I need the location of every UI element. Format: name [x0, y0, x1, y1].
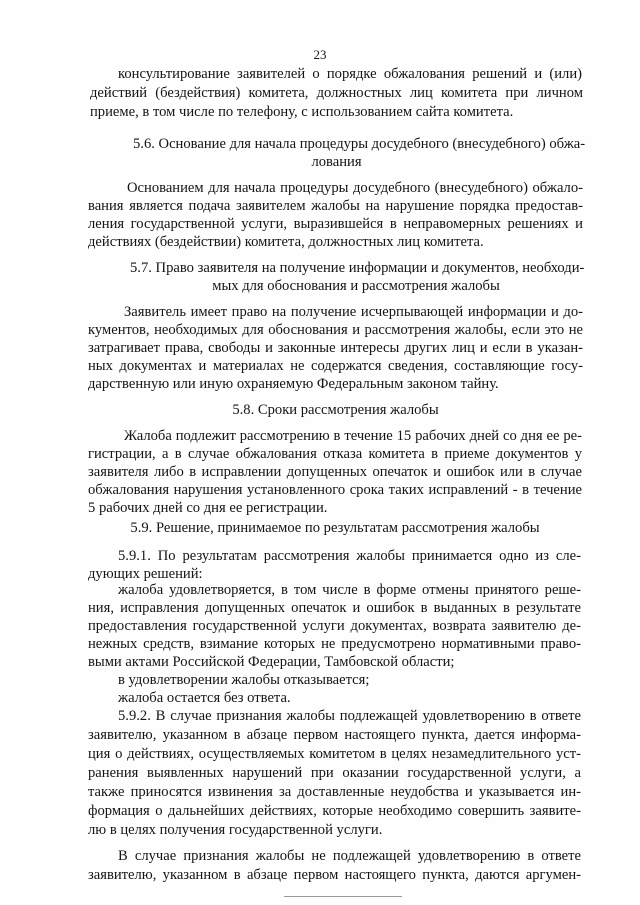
text-line: Основанием для начала процедуры досудебного (внесудебного) обжало-	[127, 180, 583, 196]
text-line: 5.7. Право заявителя на получение информации и документов, необходи-	[130, 260, 585, 276]
text-line: заявителю, указанном в абзаце первом настоящего пункта, даются аргумен-	[88, 867, 581, 883]
text-line: ных документах и материалах не содержатся сведения, составляющие госу-	[88, 358, 583, 374]
text-line: 5.9. Решение, принимаемое по результатам рассмотрения жалобы	[130, 520, 540, 536]
text-line: заявителю, указанном в абзаце первом настоящего пункта, дается информа-	[88, 727, 581, 743]
text-line: 5 рабочих дней со дня ее регистрации.	[88, 500, 328, 516]
text-line: консультирование заявителей о порядке обжалования решений и (или)	[118, 66, 582, 82]
text-line: дарственную или иную охраняемую Федеральным законом тайну.	[88, 376, 499, 392]
text-line: жалоба остается без ответа.	[118, 690, 291, 706]
text-line: кументов, необходимых для обоснования и рассмотрения жалобы, если это не	[88, 322, 583, 338]
text-line: мых для обоснования и рассмотрения жалобы	[212, 278, 500, 294]
text-line: гистрации, а в случае обжалования отказа комитета в приеме документов у	[88, 446, 582, 462]
text-line: нежных средств, взимание которых не предусмотрено нормативными право-	[88, 636, 581, 652]
text-line: дующих решений:	[88, 566, 203, 582]
text-line: ция о действиях, осуществляемых комитетом в целях незамедлительного уст-	[88, 746, 581, 762]
text-line: 5.9.1. По результатам рассмотрения жалобы принимается одно из сле-	[118, 548, 581, 564]
text-line: лю в целях получения государственной услуги.	[88, 822, 383, 838]
footer-rule	[284, 896, 402, 897]
text-line: лования	[311, 154, 362, 170]
text-line: Жалоба подлежит рассмотрению в течение 15 рабочих дней со дня ее ре-	[124, 428, 582, 444]
text-line: действиях (бездействии) комитета, должностных лиц комитета.	[88, 234, 484, 250]
text-line: вания является подача заявителем жалобы на нарушение порядка предостав-	[88, 198, 583, 214]
text-line: 5.8. Сроки рассмотрения жалобы	[232, 402, 439, 418]
text-line: затрагивает права, свободы и законные интересы других лиц и если в указан-	[88, 340, 583, 356]
text-line: В случае признания жалобы не подлежащей удовлетворению в ответе	[118, 848, 581, 864]
text-line: Заявитель имеет право на получение исчерпывающей информации и до-	[124, 304, 583, 320]
text-line: действий (бездействия) комитета, должностных лиц комитета при личном	[90, 85, 583, 101]
text-line: также приносятся извинения за доставленные неудобства и указывается ин-	[88, 784, 581, 800]
text-line: ния, исправления допущенных опечаток и ошибок в выданных в результате	[88, 600, 581, 616]
text-line: жалоба удовлетворяется, в том числе в форме отмены принятого реше-	[118, 582, 581, 598]
text-line: обжалования нарушения установленного срока таких исправлений - в течение	[88, 482, 582, 498]
text-line: предоставления государственной услуги документах, возврата заявителю де-	[88, 618, 581, 634]
text-line: 5.9.2. В случае признания жалобы подлежащей удовлетворению в ответе	[118, 708, 581, 724]
text-line: в удовлетворении жалобы отказывается;	[118, 672, 370, 688]
page-number: 23	[313, 47, 327, 62]
text-line: выми актами Российской Федерации, Тамбовской области;	[88, 654, 455, 670]
text-line: заявителя либо в исправлении допущенных опечаток и ошибок или в случае	[88, 464, 582, 480]
text-line: приеме, в том числе по телефону, с использованием сайта комитета.	[90, 104, 514, 120]
text-line: ранения выявленных нарушений при оказании государственной услуги, а	[88, 765, 581, 781]
text-line: 5.6. Основание для начала процедуры досудебного (внесудебного) обжа-	[133, 136, 586, 152]
text-line: формация о дальнейших действиях, которые необходимо совершить заявите-	[88, 803, 581, 819]
text-line: ления государственной услуги, выразившейся в неправомерных решениях и	[88, 216, 583, 232]
